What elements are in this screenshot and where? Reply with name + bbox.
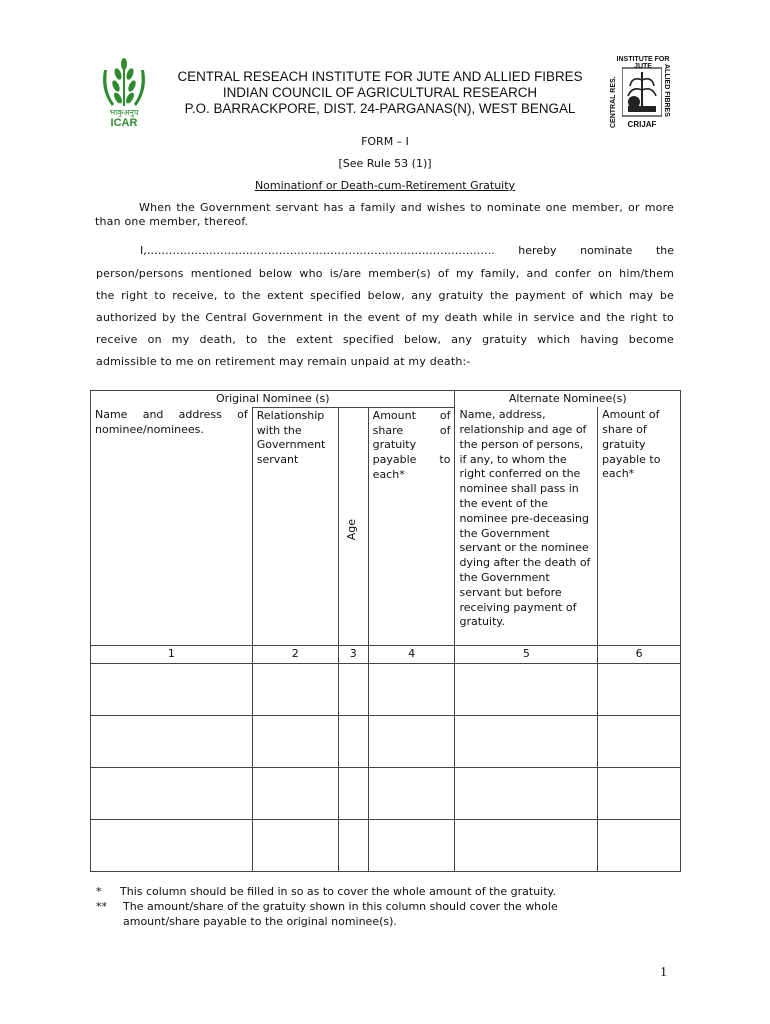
declarant-blank: I,………………………………………………………………………………….. [140,244,495,257]
col-name-address-header: Name and address of nominee/nominees. [91,407,253,645]
form-rule: [See Rule 53 (1)] [338,157,432,170]
table-cell[interactable] [91,715,253,767]
footnote-1-mark: * [96,885,102,898]
word-hereby: hereby [518,244,557,257]
table-cell[interactable] [455,663,598,715]
table-cell[interactable] [338,767,368,819]
table-cell[interactable] [252,715,338,767]
table-group-header-row [91,391,681,408]
nomination-line-3: the right to receive, to the extent specified below, any gratuity the payment of which may be [96,289,674,302]
nomination-line-5: receive on my death, to the extent specified below, any gratuity which having become [96,333,674,346]
footnote-2 [96,899,656,929]
table-cell[interactable] [252,663,338,715]
council-name: INDIAN COUNCIL OF AGRICULTURAL RESEARCH [222,85,538,100]
table-cell[interactable] [455,715,598,767]
col-number-1: 1 [91,645,253,663]
nomination-line-4: authorized by the Central Government in the event of my death while in service and the right to [96,311,674,324]
form-title: FORM – I [361,135,409,148]
institute-name: CENTRAL RESEACH INSTITUTE FOR JUTE AND ALLIED FIBRES [177,69,583,84]
col-age-header [338,407,368,645]
col-number-3: 3 [338,645,368,663]
table-cell[interactable] [252,767,338,819]
nomination-line-6: admissible to me on retirement may remain unpaid at my death:- [96,355,471,368]
col-number-5: 5 [455,645,598,663]
crijaf-logo-left: CENTRAL RES. [610,76,617,128]
form-subject: Nominationf or Death-cum-Retirement Gratuity [254,179,516,192]
table-cell[interactable] [338,663,368,715]
table-number-row [91,645,681,663]
table-cell[interactable] [91,819,253,871]
word-the: the [655,244,674,257]
jute-plant-icon [622,66,662,118]
table-column-header-row [91,407,681,645]
table-row [91,715,681,767]
table-cell[interactable] [598,715,681,767]
col-alternate-amount-header: Amount of share of gratuity payable to each* [598,407,681,645]
crijaf-logo-top: INSTITUTE FOR JUTE [616,56,670,70]
col-number-4: 4 [368,645,455,663]
footnote-1 [96,884,656,899]
table-cell[interactable] [368,663,455,715]
original-nominee-header: Original Nominee (s) [91,391,455,408]
table-cell[interactable] [338,819,368,871]
table-cell[interactable] [338,715,368,767]
footnote-2-text: The amount/share of the gratuity shown in this column should cover the whole amount/share payable to the original nominee(s). [123,900,558,928]
alternate-nominee-header: Alternate Nominee(s) [455,391,681,408]
col-relationship-header: Relationship with the Government servant [252,407,338,645]
table-cell[interactable] [252,819,338,871]
table-cell[interactable] [91,663,253,715]
icar-logo-hindi: भाकृअनुप [109,108,139,117]
crijaf-logo-right: ALLIED FIBRES [663,64,670,117]
footnote-1-text: This column should be filled in so as to cover the whole amount of the gratuity. [120,885,556,898]
crijaf-logo-bottom: CRIJAF [627,120,657,129]
crijaf-logo [610,56,672,132]
table-cell[interactable] [455,819,598,871]
table-cell[interactable] [368,767,455,819]
col-alternate-nominee-header: Name, address, relationship and age of the person of persons, if any, to whom the right conferred on the nominee shall pass in the event of the nominee pre-deceasing the Government servant or the nominee dying after the death of the Government servant but before receiving payment of gratuity. [455,407,598,645]
table-cell[interactable] [91,767,253,819]
col-amount-header: Amount of share of gratuity payable to each* [368,407,455,645]
table-cell[interactable] [598,767,681,819]
col-number-2: 2 [252,645,338,663]
institute-address: P.O. BARRACKPORE, DIST. 24-PARGANAS(N), WEST BENGAL [184,101,576,116]
table-row [91,767,681,819]
nomination-line-1 [140,244,674,257]
table-cell[interactable] [368,819,455,871]
nomination-line-2: person/persons mentioned below who is/are member(s) of my family, and confer on him/them [96,267,674,280]
table-cell[interactable] [368,715,455,767]
nominee-table [90,390,681,872]
table-cell[interactable] [598,663,681,715]
table-row [91,663,681,715]
table-cell[interactable] [455,767,598,819]
table-cell[interactable] [598,819,681,871]
table-row [91,819,681,871]
word-nominate: nominate [580,244,633,257]
col-number-6: 6 [598,645,681,663]
footnote-2-mark: ** [96,900,107,913]
intro-paragraph: When the Government servant has a family and wishes to nominate one member, or more than one member, thereof. [95,201,674,228]
age-label: Age [344,518,358,540]
icar-logo-text: ICAR [110,117,138,129]
page-number: 1 [660,965,667,980]
